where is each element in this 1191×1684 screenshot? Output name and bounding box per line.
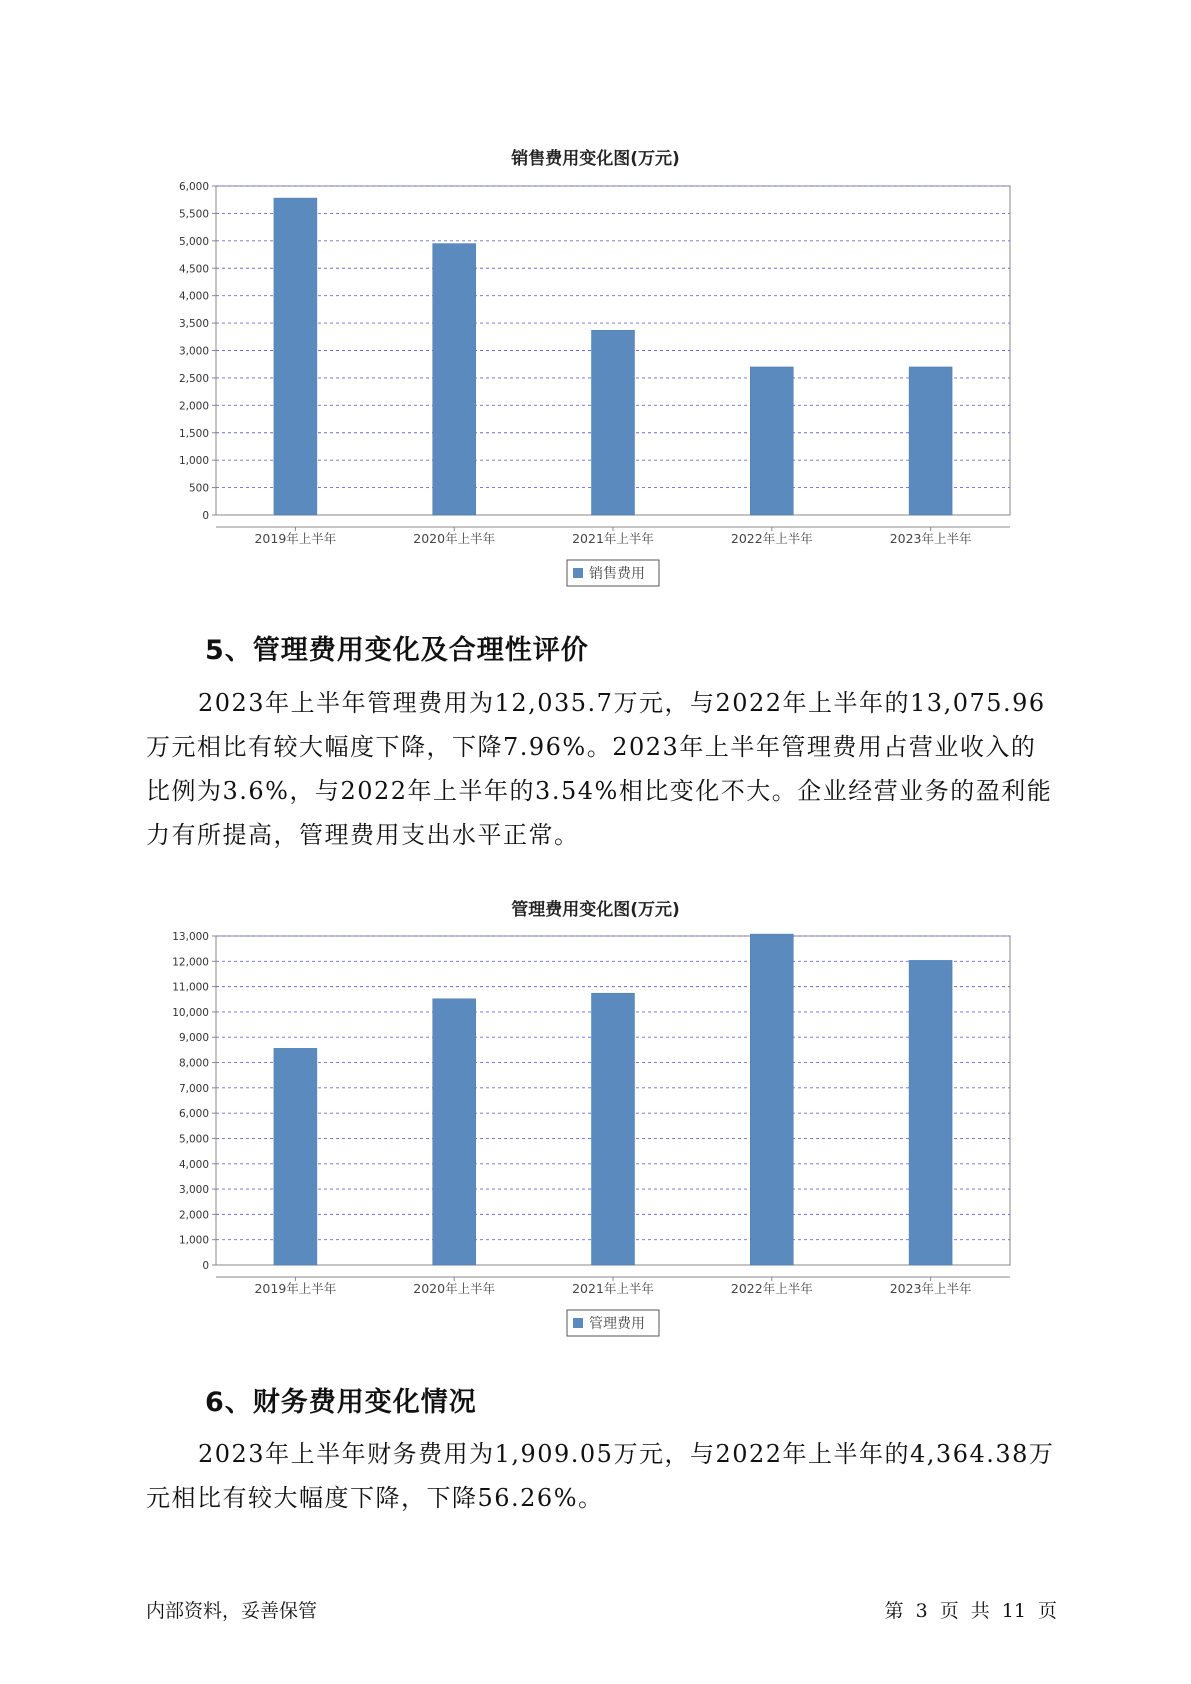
section5-paragraph: 2023年上半年管理费用为12,035.7万元，与2022年上半年的13,075.96万元相比有较大幅度下降，下降7.96%。2023年上半年管理费用占营业收入的比例为3.6%，与2022年上半年的3.54%相比变化不大。企业经营业务的盈利能力有所提高，管理费用支出水平正常。 (146, 689, 1053, 849)
chart1-title: 销售费用变化图(万元) (511, 149, 680, 169)
chart1-bar (750, 367, 793, 515)
chart2-legend-swatch (573, 1318, 583, 1328)
chart2-bar (909, 960, 952, 1265)
section6-paragraph: 2023年上半年财务费用为1,909.05万元，与2022年上半年的4,364.38万元相比有较大幅度下降，下降56.26%。 (146, 1440, 1055, 1512)
sales-expense-chart (0, 170, 1191, 595)
chart1-y-tick-label: 1,500 (178, 427, 209, 440)
chart2-bar (750, 934, 793, 1265)
chart2-y-tick-label: 13,000 (172, 931, 209, 943)
chart2-y-tick-label: 10,000 (172, 1006, 209, 1019)
chart2-y-tick-label: 5,000 (178, 1133, 209, 1146)
chart2-y-tick-label: 1,000 (178, 1234, 209, 1247)
section6-heading: 6、财务费用变化情况 (205, 1387, 477, 1418)
chart2-y-tick-label: 11,000 (172, 981, 209, 994)
chart2-y-tick-label: 4,000 (178, 1158, 209, 1171)
chart2-y-tick-label: 0 (202, 1260, 209, 1272)
chart1-bar (274, 198, 317, 515)
chart2-y-tick-label: 8,000 (178, 1057, 209, 1070)
chart1-bar (592, 330, 635, 515)
chart2-y-tick-label: 3,000 (178, 1184, 209, 1197)
chart2-y-tick-label: 7,000 (178, 1082, 209, 1095)
chart1-y-tick-label: 3,500 (178, 318, 209, 331)
chart1-bar (433, 244, 476, 515)
chart2-bar (592, 993, 635, 1265)
admin-expense-chart (0, 920, 1191, 1345)
chart1-y-tick-label: 2,000 (178, 400, 209, 413)
chart1-y-tick-label: 5,000 (178, 235, 209, 248)
chart1-y-tick-label: 6,000 (178, 181, 209, 193)
chart2-y-tick-label: 6,000 (178, 1108, 209, 1121)
chart2-category-label: 2021年上半年 (572, 1281, 654, 1296)
chart1-y-tick-label: 3,000 (178, 345, 209, 358)
chart1-y-tick-label: 4,500 (178, 263, 209, 276)
chart2-y-tick-label: 2,000 (178, 1209, 209, 1222)
chart1-category-label: 2022年上半年 (730, 531, 813, 546)
chart1-y-tick-label: 1,000 (178, 455, 209, 468)
chart2-y-tick-label: 12,000 (172, 956, 209, 969)
chart2-category-label: 2023年上半年 (889, 1281, 972, 1296)
chart1-y-tick-label: 500 (188, 482, 209, 495)
chart2-category-label: 2022年上半年 (730, 1281, 813, 1296)
chart1-category-label: 2020年上半年 (413, 531, 496, 546)
chart1-category-label: 2021年上半年 (572, 531, 654, 546)
chart2-category-label: 2019年上半年 (254, 1281, 337, 1296)
chart1-legend-swatch (573, 568, 583, 578)
chart2-bar (433, 999, 476, 1265)
chart2-title: 管理费用变化图(万元) (511, 900, 680, 920)
chart1-y-tick-label: 0 (202, 510, 209, 522)
chart1-category-label: 2023年上半年 (889, 531, 972, 546)
chart2-y-tick-label: 9,000 (178, 1032, 209, 1045)
chart1-y-tick-label: 4,000 (178, 290, 209, 303)
footer-page-number: 第 3 页 共 11 页 (884, 1600, 1057, 1622)
chart1-category-label: 2019年上半年 (254, 531, 337, 546)
chart1-bar (909, 367, 952, 515)
chart1-y-tick-label: 2,500 (178, 372, 209, 385)
footer-confidential-note: 内部资料，妥善保管 (146, 1600, 318, 1622)
chart2-category-label: 2020年上半年 (413, 1281, 496, 1296)
chart2-legend-label: 管理费用 (589, 1316, 645, 1332)
chart2-bar (274, 1048, 317, 1265)
section5-heading: 5、管理费用变化及合理性评价 (205, 635, 589, 666)
chart1-y-tick-label: 5,500 (178, 208, 209, 221)
chart1-legend-label: 销售费用 (589, 566, 645, 582)
